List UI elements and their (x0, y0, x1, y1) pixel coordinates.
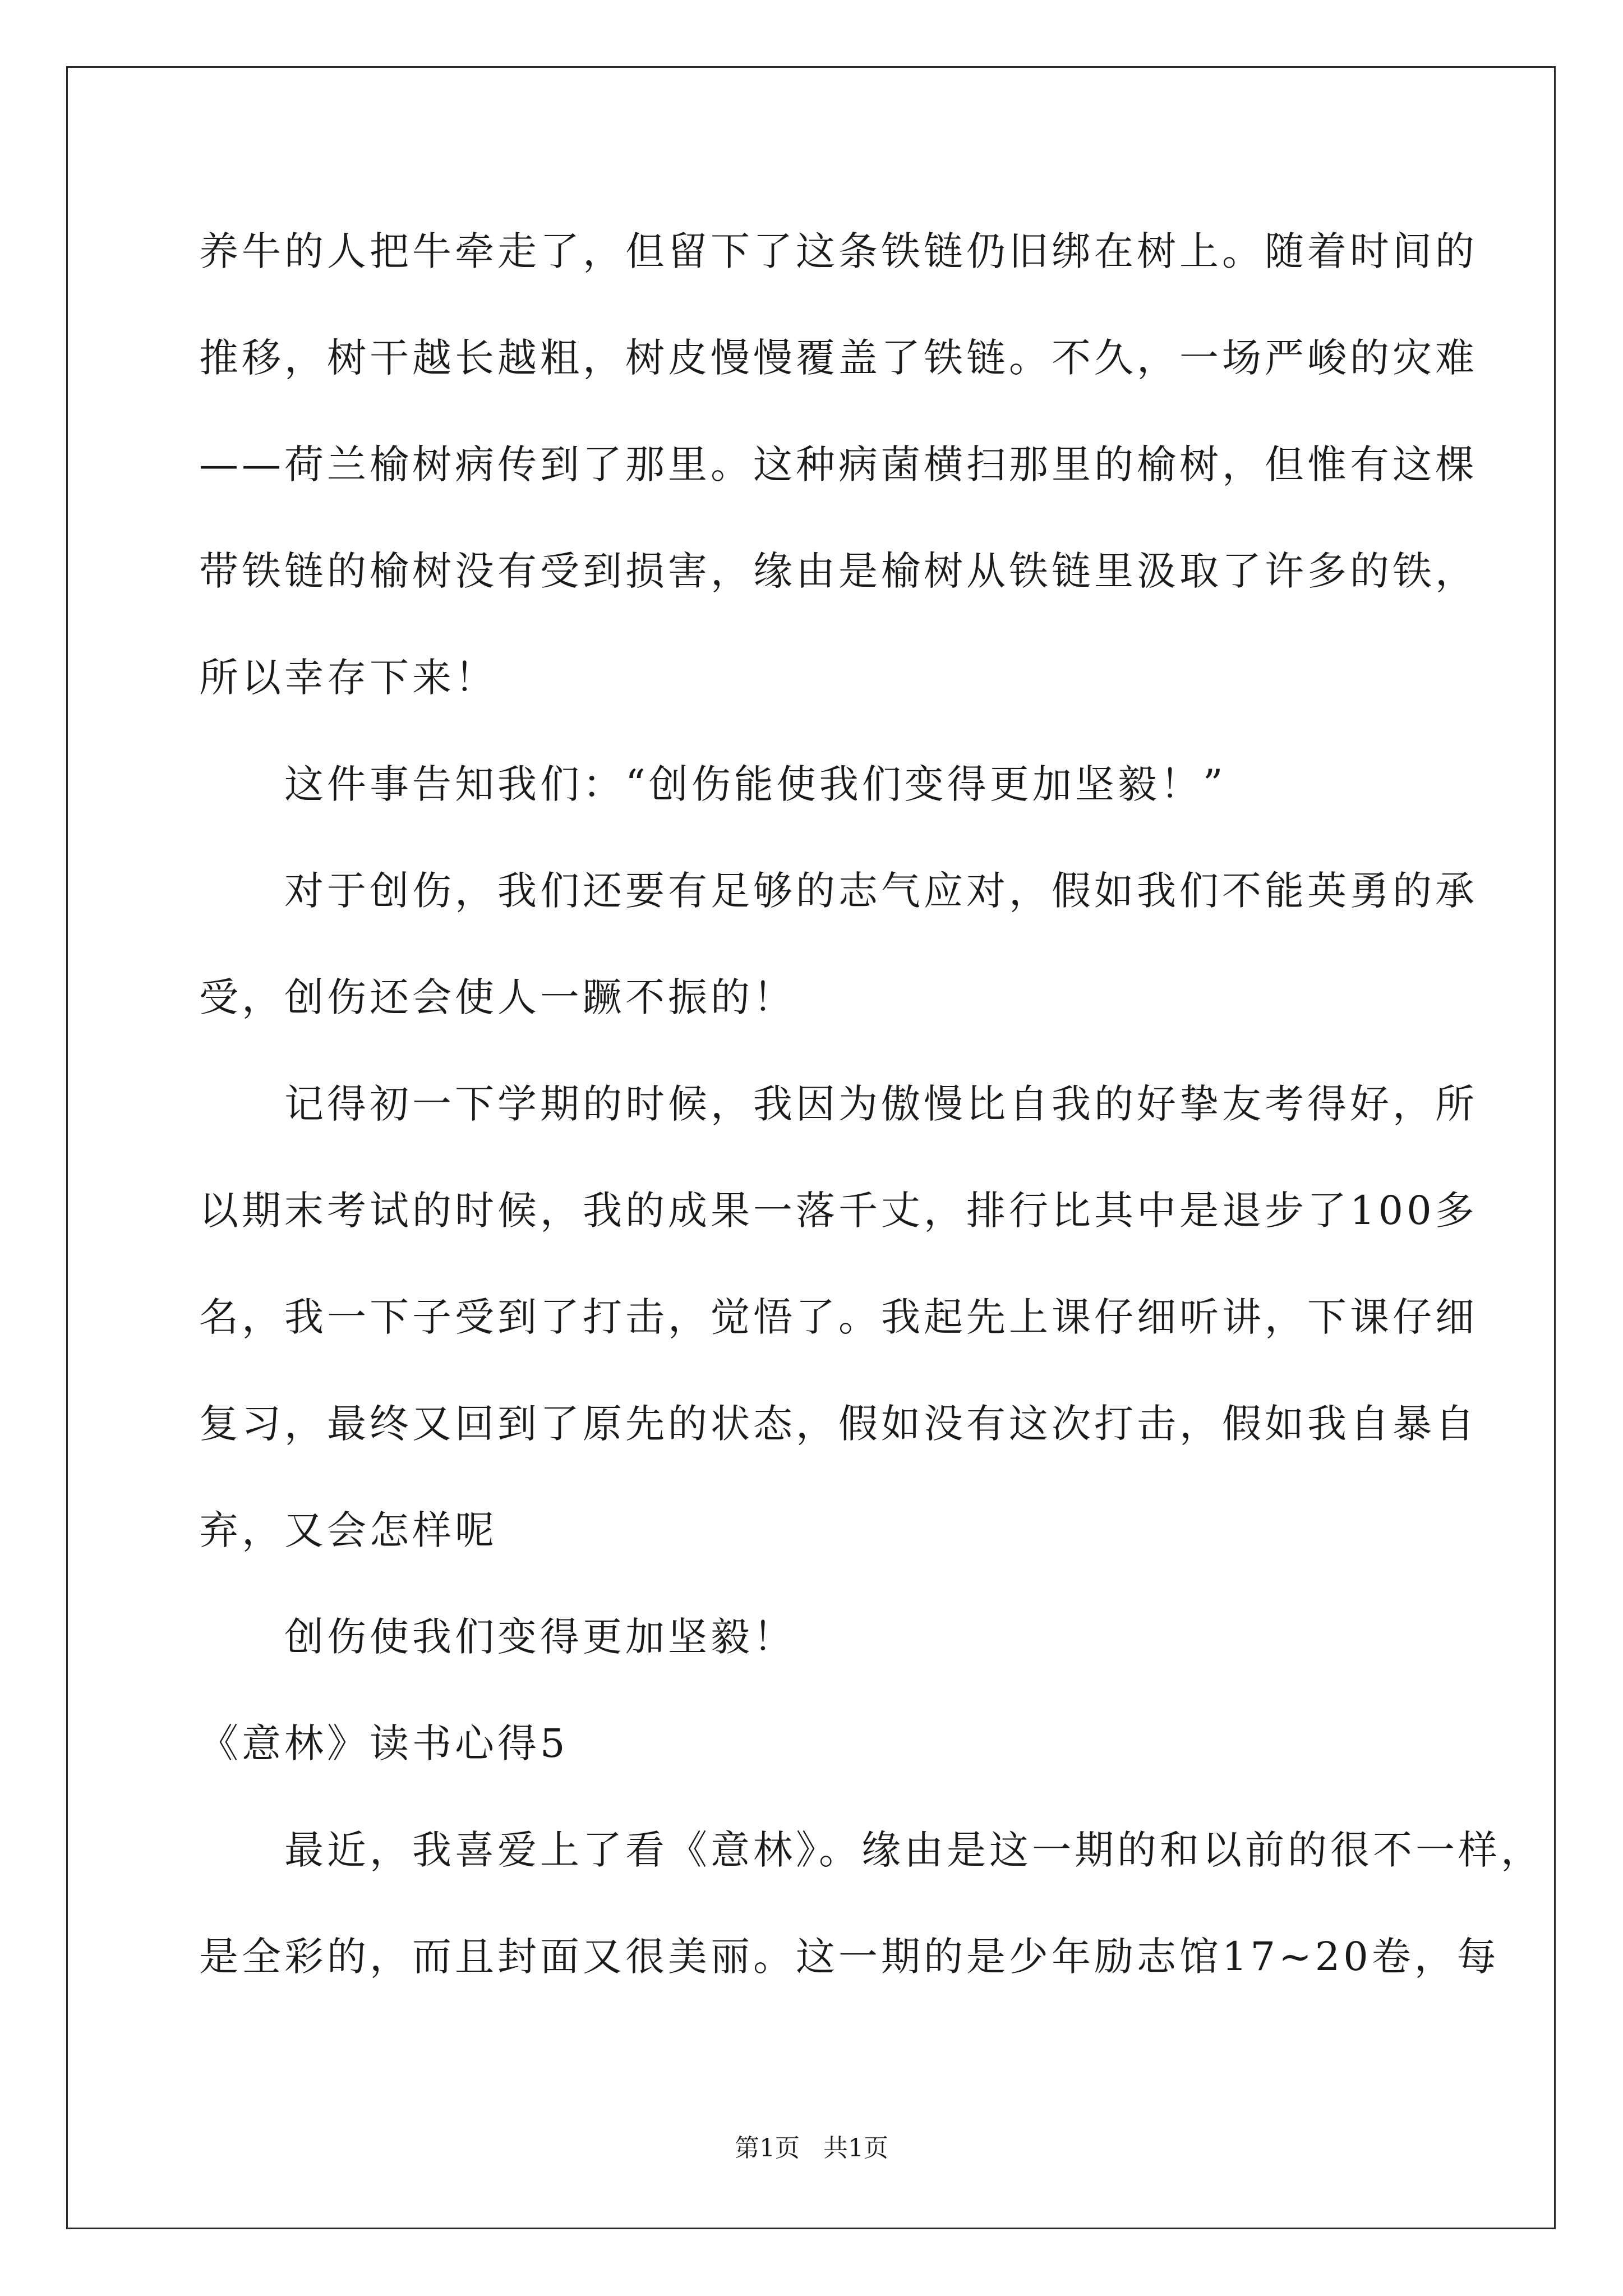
body-text-line: 记得初一下学期的时候，我因为傲慢比自我的好挚友考得好，所 (199, 1081, 1478, 1127)
section-heading: 《意林》读书心得5 (199, 1720, 569, 1766)
body-text-line: 复习，最终又回到了原先的状态，假如没有这次打击，假如我自暴自 (199, 1401, 1478, 1447)
page-border (66, 66, 1556, 2229)
body-text-line: 所以幸存下来！ (199, 655, 497, 701)
body-text-line: 对于创伤，我们还要有足够的志气应对，假如我们不能英勇的承 (199, 868, 1478, 914)
page-footer: 第1页 共1页 (735, 2134, 888, 2162)
body-text-line: 创伤使我们变得更加坚毅！ (199, 1614, 796, 1660)
body-text-line: ——荷兰榆树病传到了那里。这种病菌横扫那里的榆树，但惟有这棵 (199, 441, 1478, 487)
body-text-line: 受，创伤还会使人一蹶不振的！ (199, 974, 796, 1020)
body-text-line: 名，我一下子受到了打击，觉悟了。我起先上课仔细听讲，下课仔细 (199, 1294, 1478, 1340)
body-text-line: 弃，又会怎样呢 (199, 1507, 497, 1553)
body-text-line: 最近，我喜爱上了看《意林》。缘由是这一期的和以前的很不一样， (199, 1827, 1543, 1873)
body-text-line: 养牛的人把牛牵走了，但留下了这条铁链仍旧绑在树上。随着时间的 (199, 228, 1478, 274)
body-text-line: 推移，树干越长越粗，树皮慢慢覆盖了铁链。不久，一场严峻的灾难 (199, 335, 1478, 381)
body-text-line: 带铁链的榆树没有受到损害，缘由是榆树从铁链里汲取了许多的铁， (199, 548, 1478, 594)
body-text-line: 这件事告知我们：“创伤能使我们变得更加坚毅！” (199, 761, 1227, 807)
body-text-line: 以期末考试的时候，我的成果一落千丈，排行比其中是退步了100多 (199, 1188, 1478, 1234)
body-text-line: 是全彩的，而且封面又很美丽。这一期的是少年励志馆17~20卷，每 (199, 1934, 1500, 1980)
